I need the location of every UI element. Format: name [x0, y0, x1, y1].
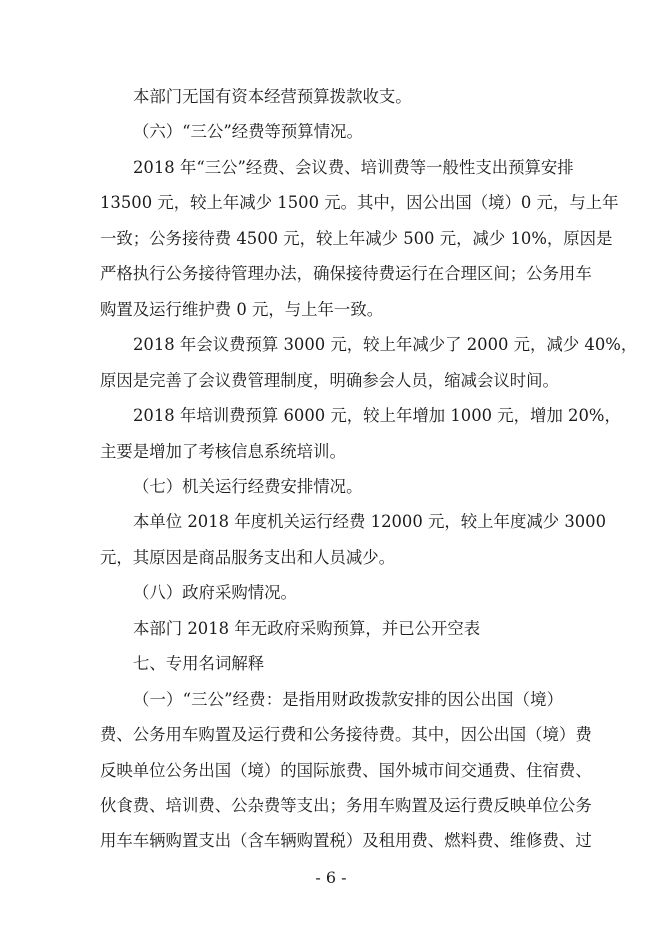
text-line: 一致；公务接待费 4500 元，较上年减少 500 元，减少 10%，原因是 — [100, 228, 613, 248]
text-line: 本部门无国有资本经营预算拨款收支。 — [133, 87, 412, 106]
text-line: 元，其原因是商品服务支出和人员减少。 — [100, 547, 396, 567]
text-line: （一）“三公”经费：是指用财政拨款安排的因公出国（境） — [133, 689, 563, 709]
text-line: 本部门 2018 年无政府采购预算，并已公开空表 — [133, 618, 481, 638]
text-line: （七）机关运行经费安排情况。 — [133, 476, 363, 496]
text-line: 反映单位公务出国（境）的国际旅费、国外城市间交通费、住宿费、 — [100, 760, 592, 780]
text-line: 2018 年培训费预算 6000 元，较上年增加 1000 元，增加 20%， — [133, 406, 621, 426]
text-line: 用车车辆购置支出（含车辆购置税）及租用费、燃料费、维修费、过 — [100, 831, 592, 851]
page-number: - 6 - — [315, 868, 347, 887]
text-line: （八）政府采购情况。 — [133, 583, 297, 603]
text-line: 原因是完善了会议费管理制度，明确参会人员，缩减会议时间。 — [100, 370, 559, 390]
text-line: 七、专用名词解释 — [133, 654, 265, 674]
text-line: 伙食费、培训费、公杂费等支出；务用车购置及运行费反映单位公务 — [100, 796, 592, 815]
text-line: 13500 元，较上年减少 1500 元。其中，因公出国（境）0 元，与上年 — [100, 193, 619, 213]
text-line: 购置及运行维护费 0 元，与上年一致。 — [100, 299, 384, 319]
text-line: 费、公务用车购置及运行费和公务接待费。其中，因公出国（境）费 — [100, 725, 592, 745]
text-line: 2018 年会议费预算 3000 元，较上年减少了 2000 元，减少 40%， — [133, 335, 638, 355]
text-line: （六）“三公”经费等预算情况。 — [133, 122, 363, 142]
text-line: 主要是增加了考核信息系统培训。 — [100, 441, 346, 461]
text-line: 严格执行公务接待管理办法，确保接待费运行在合理区间；公务用车 — [100, 264, 592, 284]
text-line: 本单位 2018 年度机关运行经费 12000 元，较上年度减少 3000 — [133, 512, 607, 532]
text-line: 2018 年“三公”经费、会议费、培训费等一般性支出预算安排 — [133, 157, 574, 177]
